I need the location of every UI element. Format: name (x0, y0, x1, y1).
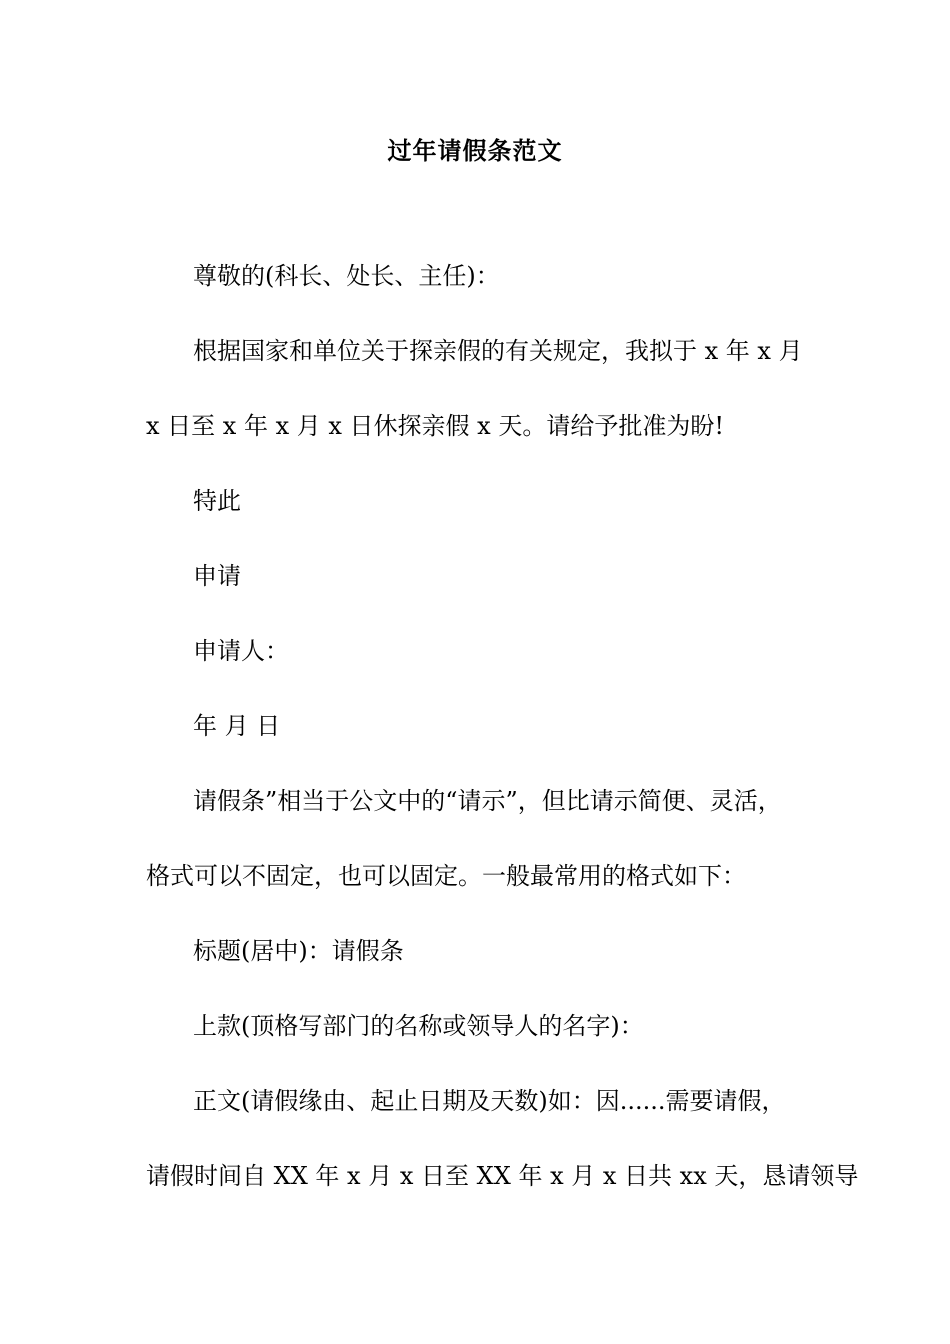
body-paragraph-1-line-1: 根据国家和单位关于探亲假的有关规定，我拟于 x 年 x 月 (193, 337, 803, 365)
date-placeholder: 年 月 日 (193, 712, 281, 740)
body-paragraph-2-line-1: 请假条”相当于公文中的“请示”，但比请示简便、灵活， (193, 787, 782, 815)
applicant-label: 申请人： (193, 637, 289, 665)
format-body-item-line-1: 正文(请假缘由、起止日期及天数)如：因......需要请假， (193, 1087, 786, 1115)
format-title-item: 标题(居中)：请假条 (193, 937, 404, 965)
salutation: 尊敬的(科长、处长、主任)： (193, 262, 500, 290)
format-body-item-line-2: 请假时间自 XX 年 x 月 x 日至 XX 年 x 月 x 日共 xx 天，恳请领导 (146, 1162, 859, 1190)
format-salutation-item: 上款(顶格写部门的名称或领导人的名字)： (193, 1012, 644, 1040)
document-title: 过年请假条范文 (387, 136, 563, 165)
closing-phrase: 特此 (193, 487, 241, 515)
body-paragraph-1-line-2: x 日至 x 年 x 月 x 日休探亲假 x 天。请给予批准为盼! (146, 412, 724, 440)
body-paragraph-2-line-2: 格式可以不固定，也可以固定。一般最常用的格式如下： (146, 862, 746, 890)
closing-phrase-2: 申请 (193, 562, 241, 590)
